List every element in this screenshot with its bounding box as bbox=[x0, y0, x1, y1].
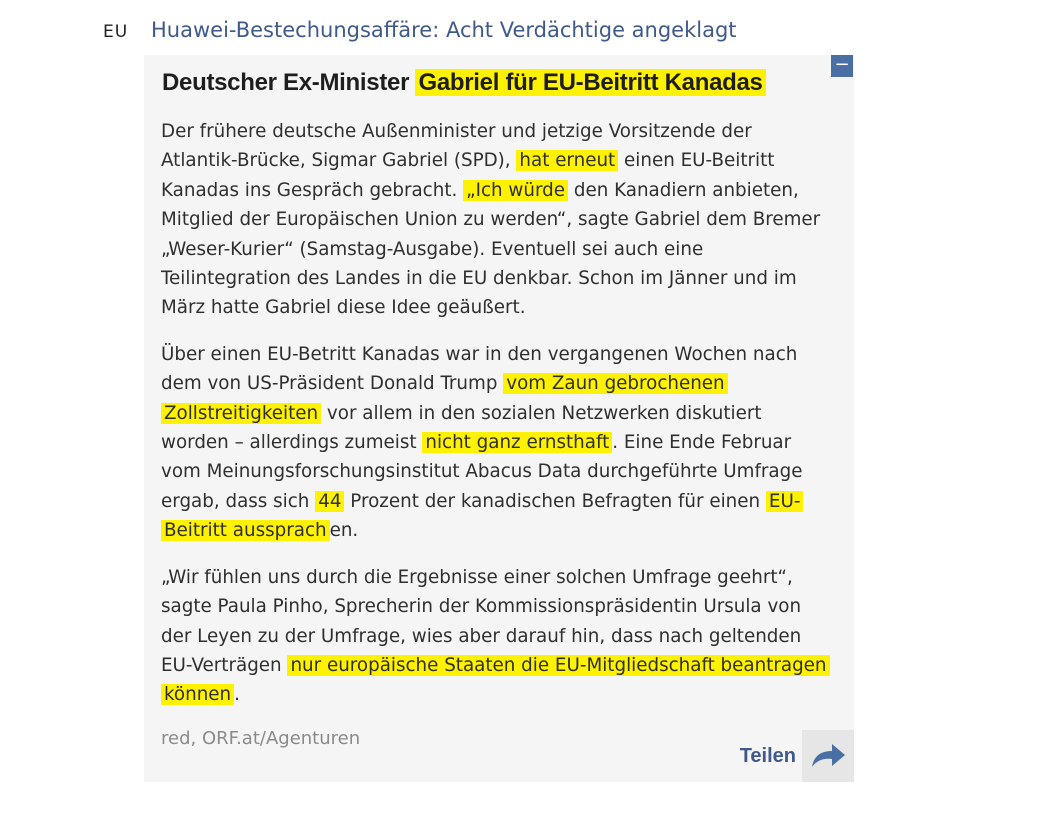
share-button-label[interactable]: Teilen bbox=[739, 744, 796, 767]
related-article-link[interactable]: Huawei-Bestechungsaffäre: Acht Verdächtige angeklagt bbox=[151, 18, 737, 42]
highlighted-text: 44 bbox=[315, 491, 344, 512]
article-paragraph bbox=[161, 563, 833, 710]
paragraph-text: Über einen EU-Betritt Kanadas war in den vergangenen Wochen nach dem von US-Präsident Donald Trump bbox=[161, 343, 798, 395]
highlighted-text: EU-Beitritt aussprach bbox=[161, 491, 803, 541]
collapse-button[interactable]: − bbox=[831, 55, 853, 77]
paragraph-text: vor allem in den sozialen Netzwerken diskutiert worden – allerdings zumeist bbox=[161, 402, 762, 454]
title-highlight: Gabriel für EU-Beitritt Kanadas bbox=[415, 69, 765, 96]
paragraph-text: . bbox=[234, 684, 240, 706]
article-card bbox=[144, 55, 854, 782]
paragraph-text: en. bbox=[329, 520, 359, 542]
highlighted-text: nur europäische Staaten die EU-Mitgliedschaft beantragen können bbox=[161, 655, 830, 705]
highlighted-text: vom Zaun gebrochenen Zollstreitigkeiten bbox=[161, 373, 728, 423]
paragraph-text: Prozent der kanadischen Befragten für einen bbox=[344, 490, 766, 512]
highlighted-text: „Ich würde bbox=[463, 180, 568, 201]
title-text: Deutscher Ex-Minister bbox=[162, 69, 416, 96]
article-source: red, ORF.at/Agenturen bbox=[161, 728, 361, 749]
article-title bbox=[162, 69, 766, 97]
paragraph-text: . Eine Ende Februar vom Meinungsforschungsinstitut Abacus Data durchgeführte Umfrage ergab, dass sich bbox=[161, 432, 803, 512]
paragraph-text: den Kanadiern anbieten, Mitglied der Europäischen Union zu werden“, sagte Gabriel dem Bremer „Weser-Kurier“ (Samstag-Ausgabe). Eventuell sei auch eine Teilintegration des Landes in die EU denkbar. Schon im Jänner und im März hatte Gabriel diese Idee geäußert. bbox=[161, 179, 821, 319]
article-paragraph bbox=[161, 117, 833, 323]
paragraph-text: einen EU-Beitritt Kanadas ins Gespräch gebracht. bbox=[161, 150, 775, 201]
paragraph-text: „Wir fühlen uns durch die Ergebnisse einer solchen Umfrage geehrt“, sagte Paula Pinho, Sprecherin der Kommissionspräsidentin Ursula von der Leyen zu der Umfrage, wies aber darauf hin, dass nach geltenden EU-Verträgen bbox=[161, 566, 802, 676]
article-paragraph bbox=[161, 340, 833, 546]
article-body bbox=[161, 117, 833, 727]
highlighted-text: nicht ganz ernsthaft bbox=[422, 432, 612, 453]
paragraph-text: Der frühere deutsche Außenminister und jetzige Vorsitzende der Atlantik-Brücke, Sigmar Gabriel (SPD), bbox=[161, 121, 752, 172]
highlighted-text: hat erneut bbox=[516, 150, 618, 171]
share-area[interactable] bbox=[740, 730, 854, 782]
share-arrow-icon[interactable] bbox=[802, 730, 854, 782]
section-label: EU bbox=[103, 22, 129, 42]
